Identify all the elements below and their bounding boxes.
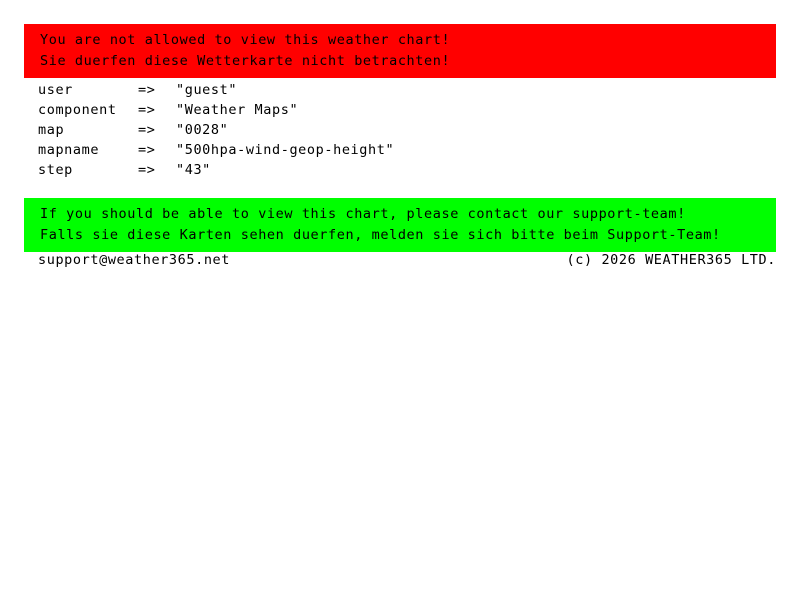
param-key-user: user (38, 82, 73, 98)
support-banner-line-en: If you should be able to view this chart, please contact our support-team! (40, 206, 686, 222)
param-key-component: component (38, 102, 117, 118)
error-banner (24, 24, 776, 78)
support-info-banner (24, 198, 776, 252)
error-banner-line-de: Sie duerfen diese Wetterkarte nicht betrachten! (40, 53, 451, 69)
table-row (38, 100, 394, 120)
param-arrow: => (138, 142, 156, 158)
param-arrow: => (138, 102, 156, 118)
support-banner-line-de: Falls sie diese Karten sehen duerfen, melden sie sich bitte beim Support-Team! (40, 227, 721, 243)
param-key-map: map (38, 122, 65, 138)
table-row (38, 120, 394, 140)
param-key-mapname: mapname (38, 142, 100, 158)
param-arrow: => (138, 82, 156, 98)
error-banner-line-en: You are not allowed to view this weather chart! (40, 32, 451, 48)
param-value-map: "0028" (176, 122, 229, 138)
param-value-component: "Weather Maps" (176, 102, 299, 118)
param-value-step: "43" (176, 162, 211, 178)
param-arrow: => (138, 162, 156, 178)
param-arrow: => (138, 122, 156, 138)
param-value-mapname: "500hpa-wind-geop-height" (176, 142, 395, 158)
table-row (38, 160, 394, 180)
parameter-table (38, 80, 394, 180)
param-value-user: "guest" (176, 82, 238, 98)
support-email-link[interactable]: support@weather365.net (38, 252, 231, 268)
copyright-text: (c) 2026 WEATHER365 LTD. (566, 252, 776, 268)
footer (38, 250, 776, 270)
table-row (38, 80, 394, 100)
table-row (38, 140, 394, 160)
param-key-step: step (38, 162, 73, 178)
